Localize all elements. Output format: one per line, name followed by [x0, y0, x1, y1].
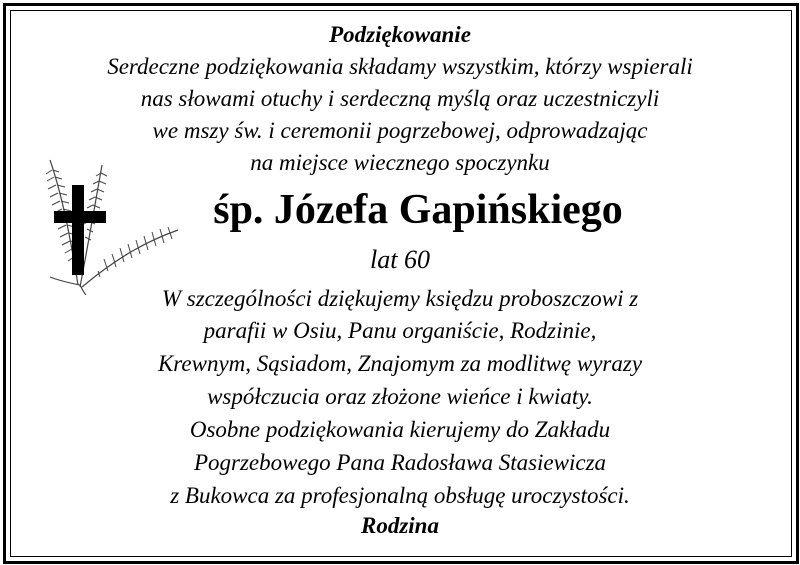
thanks-line: współczucia oraz złożone wieńce i kwiaty.	[207, 384, 593, 409]
intro-line: nas słowami otuchy i serdeczną myślą oraz uczestniczyli	[140, 86, 660, 111]
thanks-line: W szczególności dziękujemy księdzu proboszczowi z	[161, 286, 639, 311]
thanks-line: Krewnym, Sąsiadom, Znajomym za modlitwę wyrazy	[157, 351, 643, 376]
thanks-line: parafii w Osiu, Panu organiście, Rodzinie,	[203, 318, 597, 343]
intro-line: Serdeczne podziękowania składamy wszystkim, którzy wspierali	[107, 54, 693, 79]
deceased-name: śp. Józefa Gapińskiego	[213, 187, 623, 233]
thanks-line: Pogrzebowego Pana Radosława Stasiewicza	[193, 450, 607, 475]
intro-line: we mszy św. i ceremonii pogrzebowej, odprowadzając	[152, 118, 648, 143]
thanks-line: Osobne podziękowania kierujemy do Zakładu	[189, 417, 611, 442]
deceased-age: lat 60	[370, 245, 430, 274]
signature: Rodzina	[361, 513, 439, 538]
notice-title: Podziękowanie	[329, 22, 471, 47]
intro-line: na miejsce wiecznego spoczynku	[250, 150, 550, 175]
thanks-line: z Bukowca za profesjonalną obsługę uroczystości.	[170, 483, 630, 508]
